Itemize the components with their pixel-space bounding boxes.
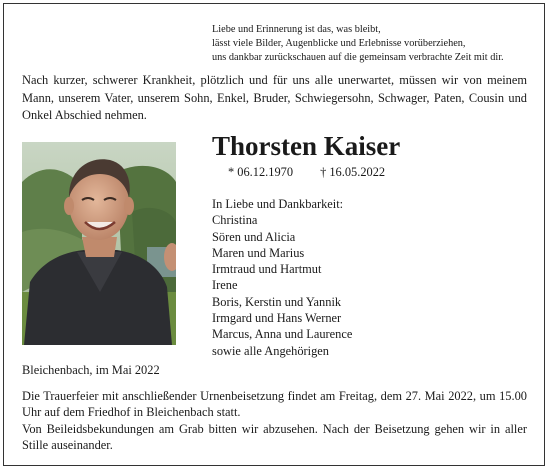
birth-date: * 06.12.1970 [228, 165, 294, 179]
funeral-ceremony-text: Die Trauerfeier mit anschließender Urnenbeisetzung findet am Freitag, dem 27. Mai 2022, um 15.00 Uhr auf dem Friedhof in Bleichenbach statt. [22, 389, 527, 420]
death-date: † 16.05.2022 [320, 165, 386, 179]
poem-line: uns dankbar zurückschauen auf die gemeinsam verbrachte Zeit mit dir. [212, 52, 504, 63]
life-dates [228, 164, 385, 180]
farewell-text: Nach kurzer, schwerer Krankheit, plötzlich und für uns alle unerwartet, müssen wir von meinem Mann, unserem Vater, unserem Sohn, Enkel, Bruder, Schwiegersohn, Schwager, Paten, Cousin und Onkel Abschied nehmen. [22, 73, 527, 123]
mourner-entry: Maren und Marius [212, 245, 305, 260]
mourner-entry: Boris, Kerstin und Yannik [212, 294, 342, 309]
memorial-poem [212, 23, 532, 65]
mourner-entry: Christina [212, 213, 258, 228]
mourner-entry: Irene [212, 278, 238, 293]
mourner-entry: sowie alle Angehörigen [212, 343, 329, 358]
mourner-entry: Irmtraud und Hartmut [212, 262, 322, 277]
condolence-request-text: Von Beileidsbekundungen am Grab bitten wir abzusehen. Nach der Beisetzung gehen wir in aller Stille auseinander. [22, 421, 527, 452]
poem-line: lässt viele Bilder, Augenblicke und Erlebnisse vorüberziehen, [212, 38, 466, 49]
funeral-notice [22, 388, 527, 453]
mourner-entry: Irmgard und Hans Werner [212, 311, 342, 326]
deceased-name: Thorsten Kaiser [212, 131, 401, 161]
mourners-list [212, 196, 352, 359]
mourner-entry: Marcus, Anna und Laurence [212, 327, 353, 342]
place-and-date: Bleichenbach, im Mai 2022 [22, 363, 160, 377]
mourners-heading: In Liebe und Dankbarkeit: [212, 197, 344, 211]
mourner-entry: Sören und Alicia [212, 229, 296, 244]
poem-line: Liebe und Erinnerung ist das, was bleibt, [212, 24, 381, 35]
portrait-photo [22, 142, 176, 345]
